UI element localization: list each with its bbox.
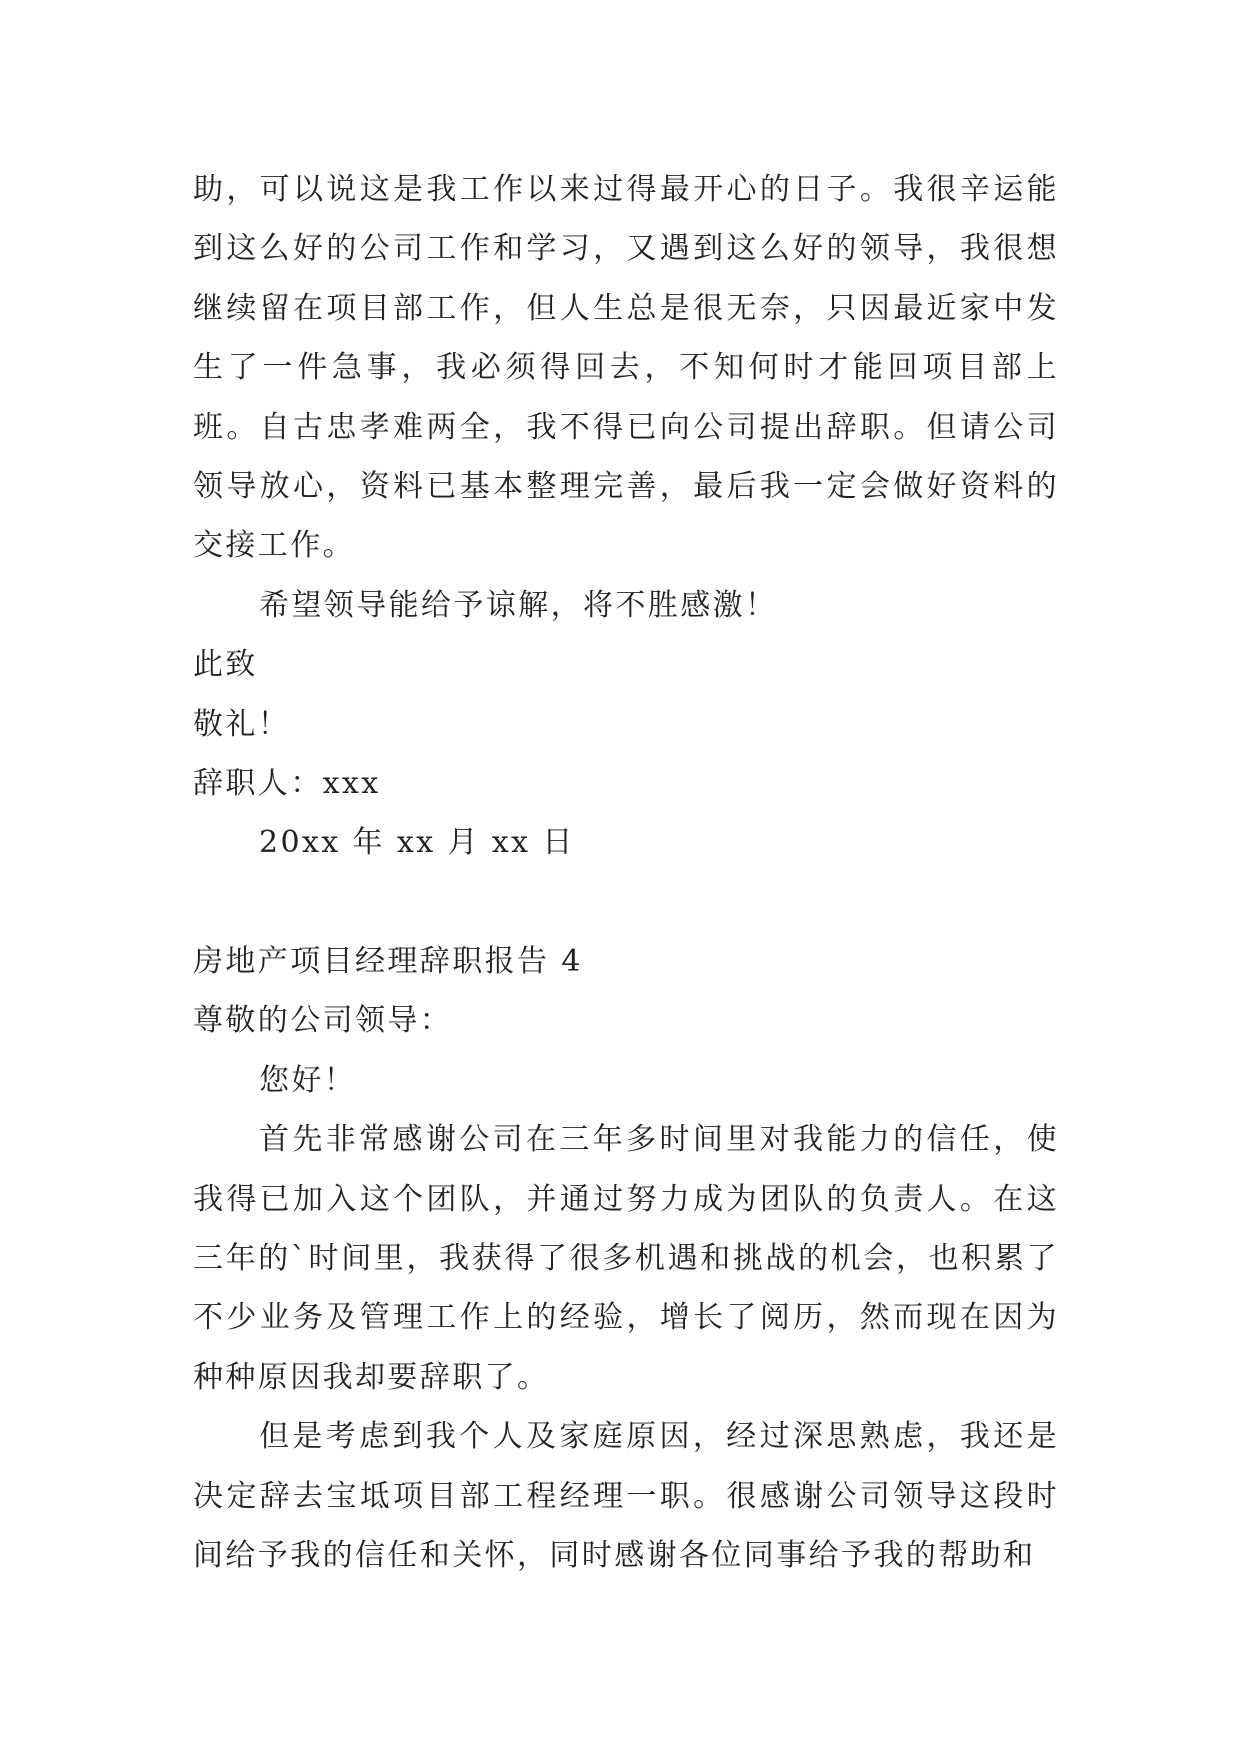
- paragraph-hope: 希望领导能给予谅解，将不胜感激！: [259, 587, 778, 623]
- section-title: 房地产项目经理辞职报告 4: [193, 943, 583, 979]
- section-gap: [193, 873, 1059, 932]
- paragraph-1: 首先非常感谢公司在三年多时间里对我能力的信任，使我得已加入这个团队，并通过努力成为团队的负责人。在这三年的`时间里，我获得了很多机遇和挑战的机会，也积累了不少业务及管理工作上的经验，增长了阅历，然而现在因为种种原因我却要辞职了。: [193, 1122, 1059, 1395]
- paragraph-2: 但是考虑到我个人及家庭原因，经过深思熟虑，我还是决定辞去宝坻项目部工程经理一职。很感谢公司领导这段时间给予我的信任和关怀，同时感谢各位同事给予我的帮助和: [193, 1419, 1059, 1573]
- document-body: [193, 160, 1059, 1585]
- closing-line-1: 此致: [193, 647, 258, 683]
- greeting: 您好！: [259, 1062, 357, 1098]
- date-line: 20xx 年 xx 月 xx 日: [259, 825, 575, 861]
- paragraph-continued: 助，可以说这是我工作以来过得最开心的日子。我很辛运能到这么好的公司工作和学习，又遇到这么好的领导，我很想继续留在项目部工作，但人生总是很无奈，只因最近家中发生了一件急事，我必须得回去，不知何时才能回项目部上班。自古忠孝难两全，我不得已向公司提出辞职。但请公司领导放心，资料已基本整理完善，最后我一定会做好资料的交接工作。: [193, 172, 1059, 564]
- closing-line-2: 敬礼！: [193, 706, 291, 742]
- signer-line: 辞职人：xxx: [193, 766, 381, 802]
- salutation: 尊敬的公司领导：: [193, 1003, 453, 1039]
